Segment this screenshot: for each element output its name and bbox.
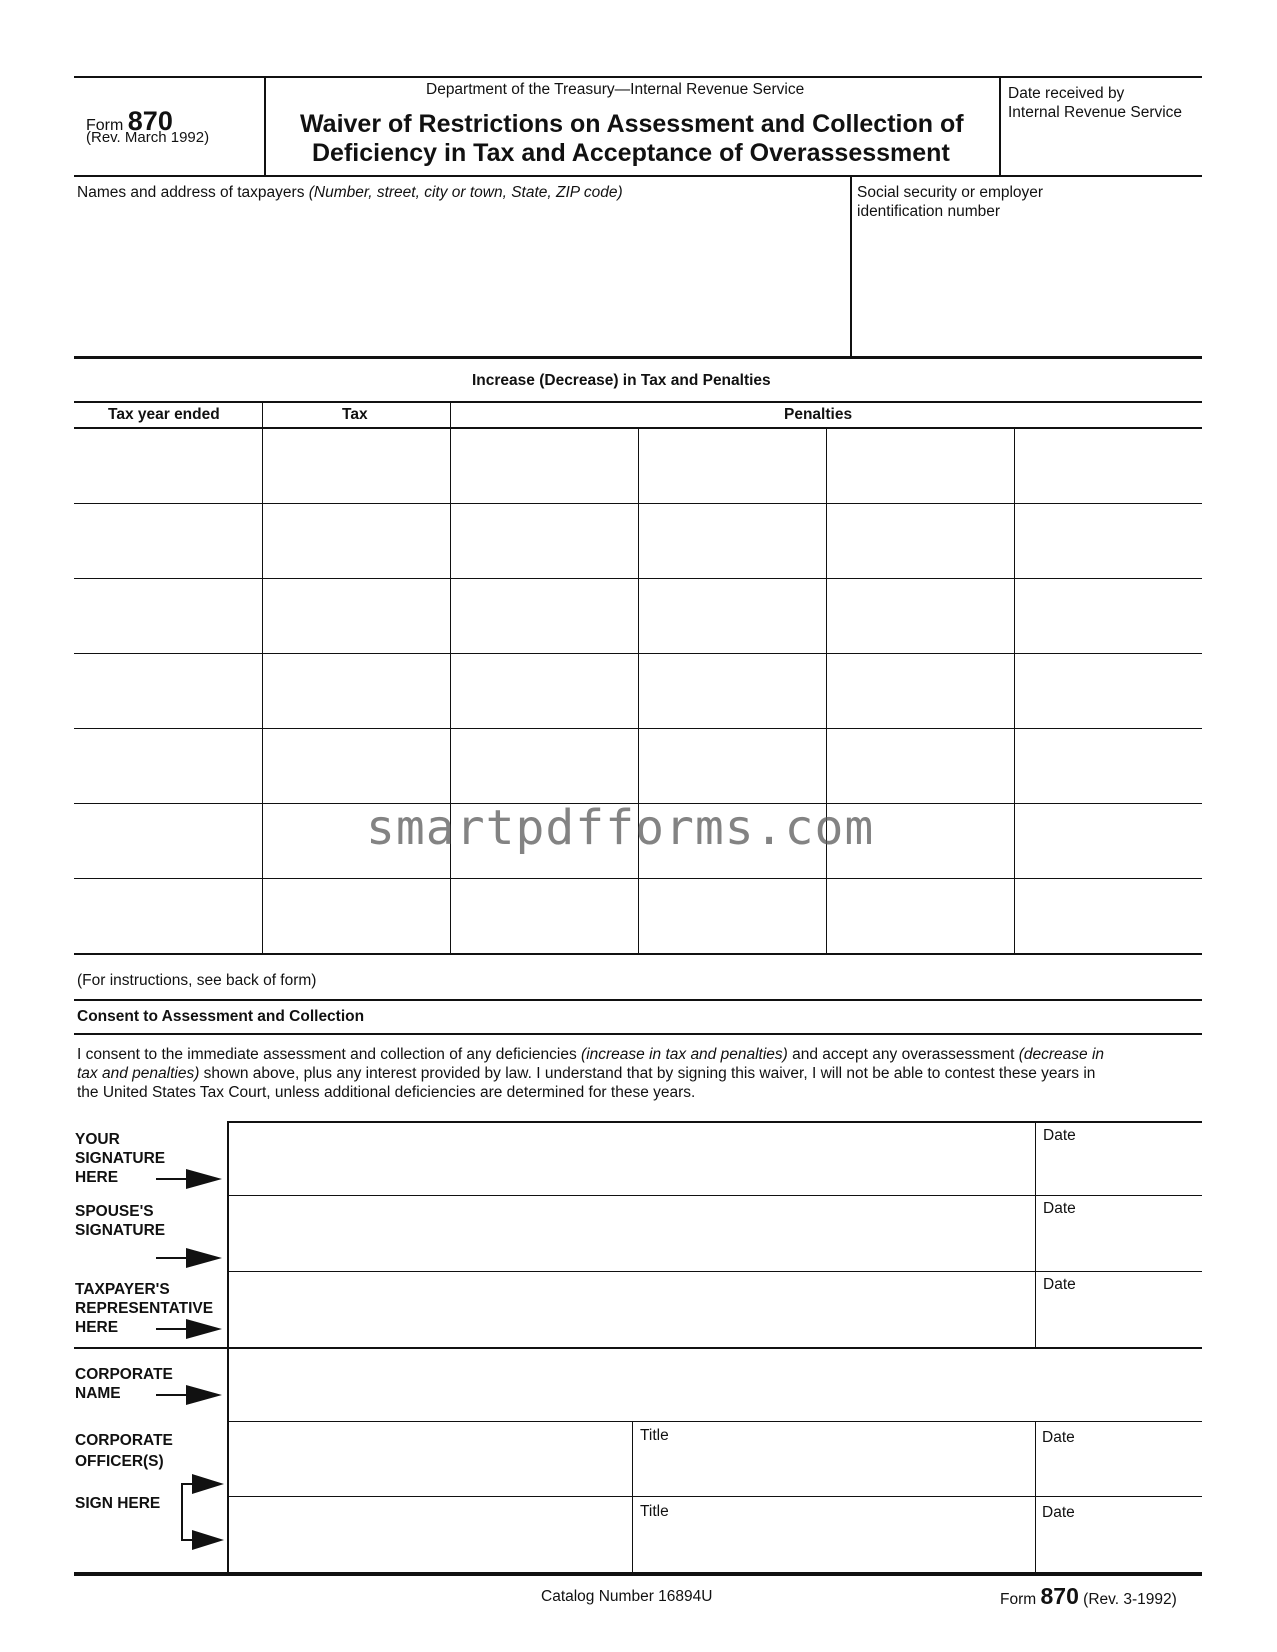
corporate-officer-title-field[interactable] — [634, 1446, 1034, 1495]
your-signature-label-1: YOUR — [75, 1131, 120, 1148]
sign-here-label: SIGN HERE — [75, 1495, 161, 1512]
arrow-right-icon — [156, 1384, 224, 1406]
form-title-line2: Deficiency in Tax and Acceptance of Overassessment — [312, 139, 950, 167]
corporate-name-label-1: CORPORATE — [75, 1366, 173, 1383]
date-received-field[interactable] — [1001, 124, 1201, 174]
consent-text-line2: tax and penalties) shown above, plus any interest provided by law. I understand that by signing this waiver, I will not be able to contest these years in — [77, 1065, 1096, 1082]
bracket-arrows-icon — [178, 1472, 226, 1552]
names-address-field[interactable] — [76, 206, 848, 354]
consent-text-line3: the United States Tax Court, unless additional deficiencies are determined for these years. — [77, 1084, 696, 1101]
header-tax: Tax — [342, 406, 368, 423]
spouse-signature-field[interactable] — [229, 1197, 1034, 1270]
names-address-label: Names and address of taxpayers (Number, street, city or town, State, ZIP code) — [77, 184, 623, 201]
table-title: Increase (Decrease) in Tax and Penalties — [472, 372, 771, 389]
your-signature-date-label: Date — [1043, 1127, 1076, 1144]
corporate-officer-title-field-2[interactable] — [634, 1522, 1034, 1572]
representative-signature-field[interactable] — [229, 1273, 1034, 1346]
arrow-right-icon — [156, 1168, 224, 1190]
header-tax-year-ended: Tax year ended — [108, 406, 220, 423]
corporate-officers-label-1: CORPORATE — [75, 1432, 173, 1449]
ssn-label-1: Social security or employer — [857, 184, 1044, 201]
corporate-officer-title-label-2: Title — [640, 1503, 669, 1520]
table-row[interactable] — [74, 879, 1202, 953]
consent-text-line1: I consent to the immediate assessment and collection of any deficiencies (increase in tax and penalties) and accept any overassessment (decrease in — [77, 1046, 1105, 1063]
your-signature-label-2: SIGNATURE — [75, 1150, 166, 1167]
representative-signature-label-2: REPRESENTATIVE — [75, 1300, 214, 1317]
spouse-signature-date-label: Date — [1043, 1200, 1076, 1217]
date-received-label-2: Internal Revenue Service — [1008, 104, 1183, 121]
corporate-name-label-2: NAME — [75, 1385, 121, 1402]
watermark: smartpdfforms.com — [366, 800, 875, 856]
form-revision: (Rev. March 1992) — [86, 129, 210, 146]
form-word: Form — [86, 117, 124, 134]
representative-signature-label-3: HERE — [75, 1319, 119, 1336]
consent-heading: Consent to Assessment and Collection — [77, 1008, 365, 1025]
corporate-officer-signature-field[interactable] — [229, 1423, 631, 1495]
corporate-officer-date-field-2[interactable] — [1037, 1523, 1201, 1572]
form-number: 870 — [127, 106, 173, 136]
spouse-signature-label-1: SPOUSE'S — [75, 1203, 154, 1220]
representative-signature-label-1: TAXPAYER'S — [75, 1281, 170, 1298]
ssn-label-2: identification number — [857, 203, 1001, 220]
corporate-officer-date-field[interactable] — [1037, 1448, 1201, 1495]
spouse-signature-label-2: SIGNATURE — [75, 1222, 166, 1239]
instructions-note: (For instructions, see back of form) — [77, 972, 317, 989]
your-signature-field[interactable] — [229, 1123, 1034, 1195]
table-row[interactable] — [74, 654, 1202, 728]
table-row[interactable] — [74, 579, 1202, 653]
header-penalties: Penalties — [784, 406, 853, 423]
footer-form-id: Form 870 (Rev. 3-1992) — [1000, 1583, 1177, 1609]
agency-name: Department of the Treasury—Internal Revenue Service — [426, 81, 805, 98]
date-received-label-1: Date received by — [1008, 85, 1125, 102]
arrow-right-icon — [156, 1247, 224, 1269]
spouse-signature-date-field[interactable] — [1037, 1220, 1201, 1270]
representative-signature-date-label: Date — [1043, 1276, 1076, 1293]
your-signature-label-3: HERE — [75, 1169, 119, 1186]
corporate-officers-label-2: OFFICER(S) — [75, 1453, 164, 1470]
arrow-right-icon — [156, 1318, 224, 1340]
catalog-number: Catalog Number 16894U — [541, 1588, 713, 1605]
table-row[interactable] — [74, 504, 1202, 578]
corporate-officer-signature-field-2[interactable] — [229, 1498, 631, 1572]
your-signature-date-field[interactable] — [1037, 1146, 1201, 1195]
table-row[interactable] — [74, 729, 1202, 803]
table-row[interactable] — [74, 429, 1202, 503]
form-title-line1: Waiver of Restrictions on Assessment and Collection of — [300, 110, 964, 138]
corporate-officer-title-label: Title — [640, 1427, 669, 1444]
corporate-name-field[interactable] — [229, 1350, 1201, 1421]
corporate-officer-date-label: Date — [1042, 1429, 1075, 1446]
representative-signature-date-field[interactable] — [1037, 1296, 1201, 1346]
corporate-officer-date-label-2: Date — [1042, 1504, 1075, 1521]
ssn-field[interactable] — [853, 224, 1201, 354]
